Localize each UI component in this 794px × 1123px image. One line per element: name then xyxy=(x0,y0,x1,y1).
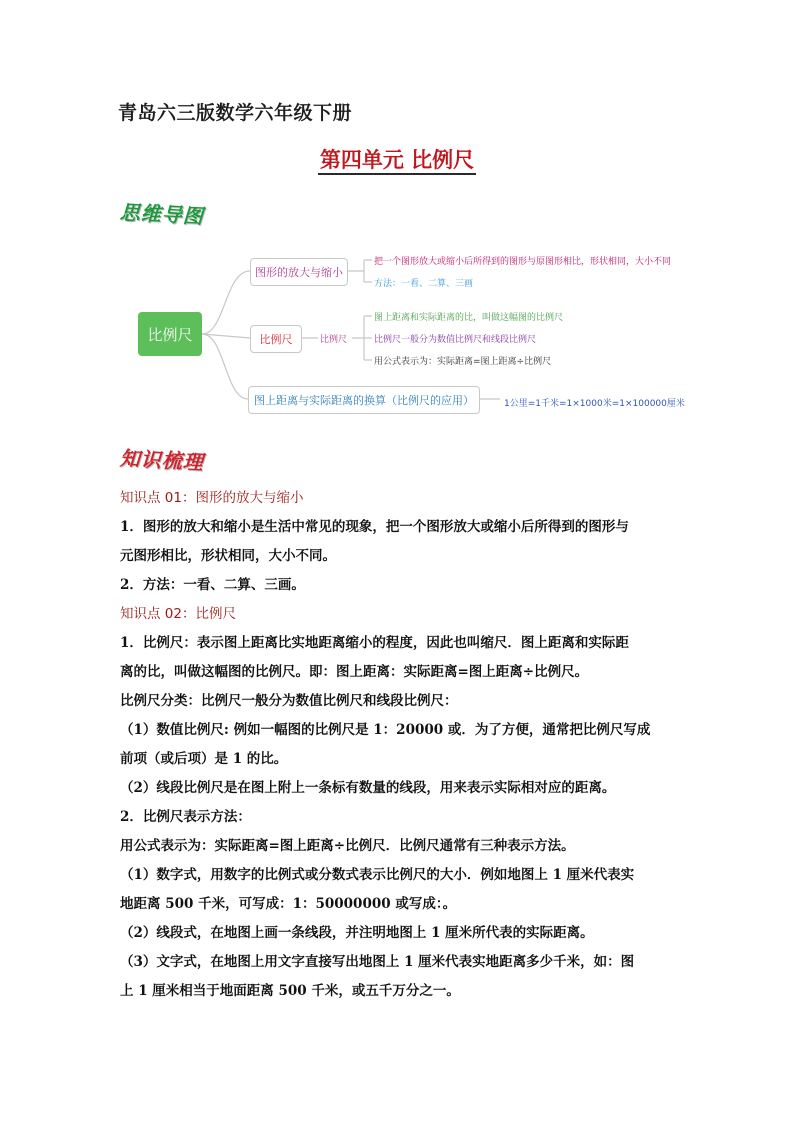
paragraph-line: 元图形相比，形状相同，大小不同。 xyxy=(120,548,336,564)
paragraph-line: 用公式表示为：实际距离=图上距离÷比例尺．比例尺通常有三种表示方法。 xyxy=(120,838,575,854)
paragraph-line: （3）文字式，在地图上用文字直接写出地图上 1 厘米代表实地距离多少千米，如：图 xyxy=(120,954,635,970)
paragraph-line: 前项（或后项）是 1 的比。 xyxy=(120,751,288,767)
paragraph-line: 地距离 500 千米，可写成：1：50000000 或写成：。 xyxy=(120,896,457,912)
unit-title-text: 第四单元 比例尺 xyxy=(318,147,476,175)
connector-node1-leaves xyxy=(346,260,372,282)
paragraph-line: （1）数字式，用数字的比例式或分数式表示比例尺的大小．例如地图上 1 厘米代表实 xyxy=(120,867,635,883)
paragraph-line: 上 1 厘米相当于地面距离 500 千米，或五千万分之一。 xyxy=(120,983,460,999)
paragraph-line: （2）线段比例尺是在图上附上一条标有数量的线段，用来表示实际相对应的距离。 xyxy=(120,780,616,796)
section-mindmap-heading: 思维导图 xyxy=(119,200,205,229)
knowledge-content xyxy=(120,484,680,1006)
paragraph-line: 1．图形的放大和缩小是生活中常见的现象，把一个图形放大或缩小后所得到的图形与 xyxy=(120,519,629,535)
connector-mid-leaves xyxy=(352,316,372,360)
unit-title xyxy=(0,144,794,174)
knowledge-point-2-heading: 知识点 02：比例尺 xyxy=(120,606,236,622)
connector-root-node1 xyxy=(202,271,250,334)
mindmap-leaf-unit-conversion: 1公里=1千米=1×1000米=1×100000厘米 xyxy=(504,399,685,409)
paragraph-line: （2）线段式，在地图上画一条线段，并注明地图上 1 厘米所代表的实际距离。 xyxy=(120,925,594,941)
knowledge-point-1-heading: 知识点 01：图形的放大与缩小 xyxy=(120,490,304,506)
book-title: 青岛六三版数学六年级下册 xyxy=(118,102,353,124)
mindmap-leaf-scaling-definition: 把一个图形放大或缩小后所得到的图形与原图形相比，形状相同，大小不同 xyxy=(374,257,672,267)
paragraph-line: 2．方法：一看、二算、三画。 xyxy=(120,577,305,593)
mindmap-root-node: 比例尺 xyxy=(138,312,202,356)
connector-root-node3 xyxy=(202,334,248,399)
paragraph-line: 1．比例尺：表示图上距离比实地距离缩小的程度，因此也叫缩尺．图上距离和实际距 xyxy=(120,635,629,651)
paragraph-line: 2．比例尺表示方法： xyxy=(120,809,251,825)
mindmap-leaf-scale-formula: 用公式表示为：实际距离=图上距离÷比例尺 xyxy=(374,357,552,367)
paragraph-line: 比例尺分类：比例尺一般分为数值比例尺和线段比例尺： xyxy=(120,693,458,709)
paragraph-line: 离的比，叫做这幅图的比例尺。即：图上距离：实际距离=图上距离÷比例尺。 xyxy=(120,664,589,680)
mindmap-leaf-scale-definition: 图上距离和实际距离的比，叫做这幅图的比例尺 xyxy=(374,313,564,323)
mindmap-node-scale: 比例尺 xyxy=(250,325,302,353)
section-knowledge-heading: 知识梳理 xyxy=(119,446,205,475)
mindmap-leaf-scale-types: 比例尺一般分为数值比例尺和线段比例尺 xyxy=(374,335,537,345)
mindmap-leaf-scaling-method: 方法：一看、二算、三画 xyxy=(374,279,474,289)
mind-map xyxy=(130,240,690,420)
mindmap-node-scaling: 图形的放大与缩小 xyxy=(250,258,348,286)
mindmap-node-conversion: 图上距离与实际距离的换算（比例尺的应用） xyxy=(248,386,480,414)
mindmap-mid-scale: 比例尺 xyxy=(320,335,348,345)
paragraph-line: （1）数值比例尺: 例如一幅图的比例尺是 1：20000 或．为了方便，通常把比例尺写成 xyxy=(120,722,651,738)
